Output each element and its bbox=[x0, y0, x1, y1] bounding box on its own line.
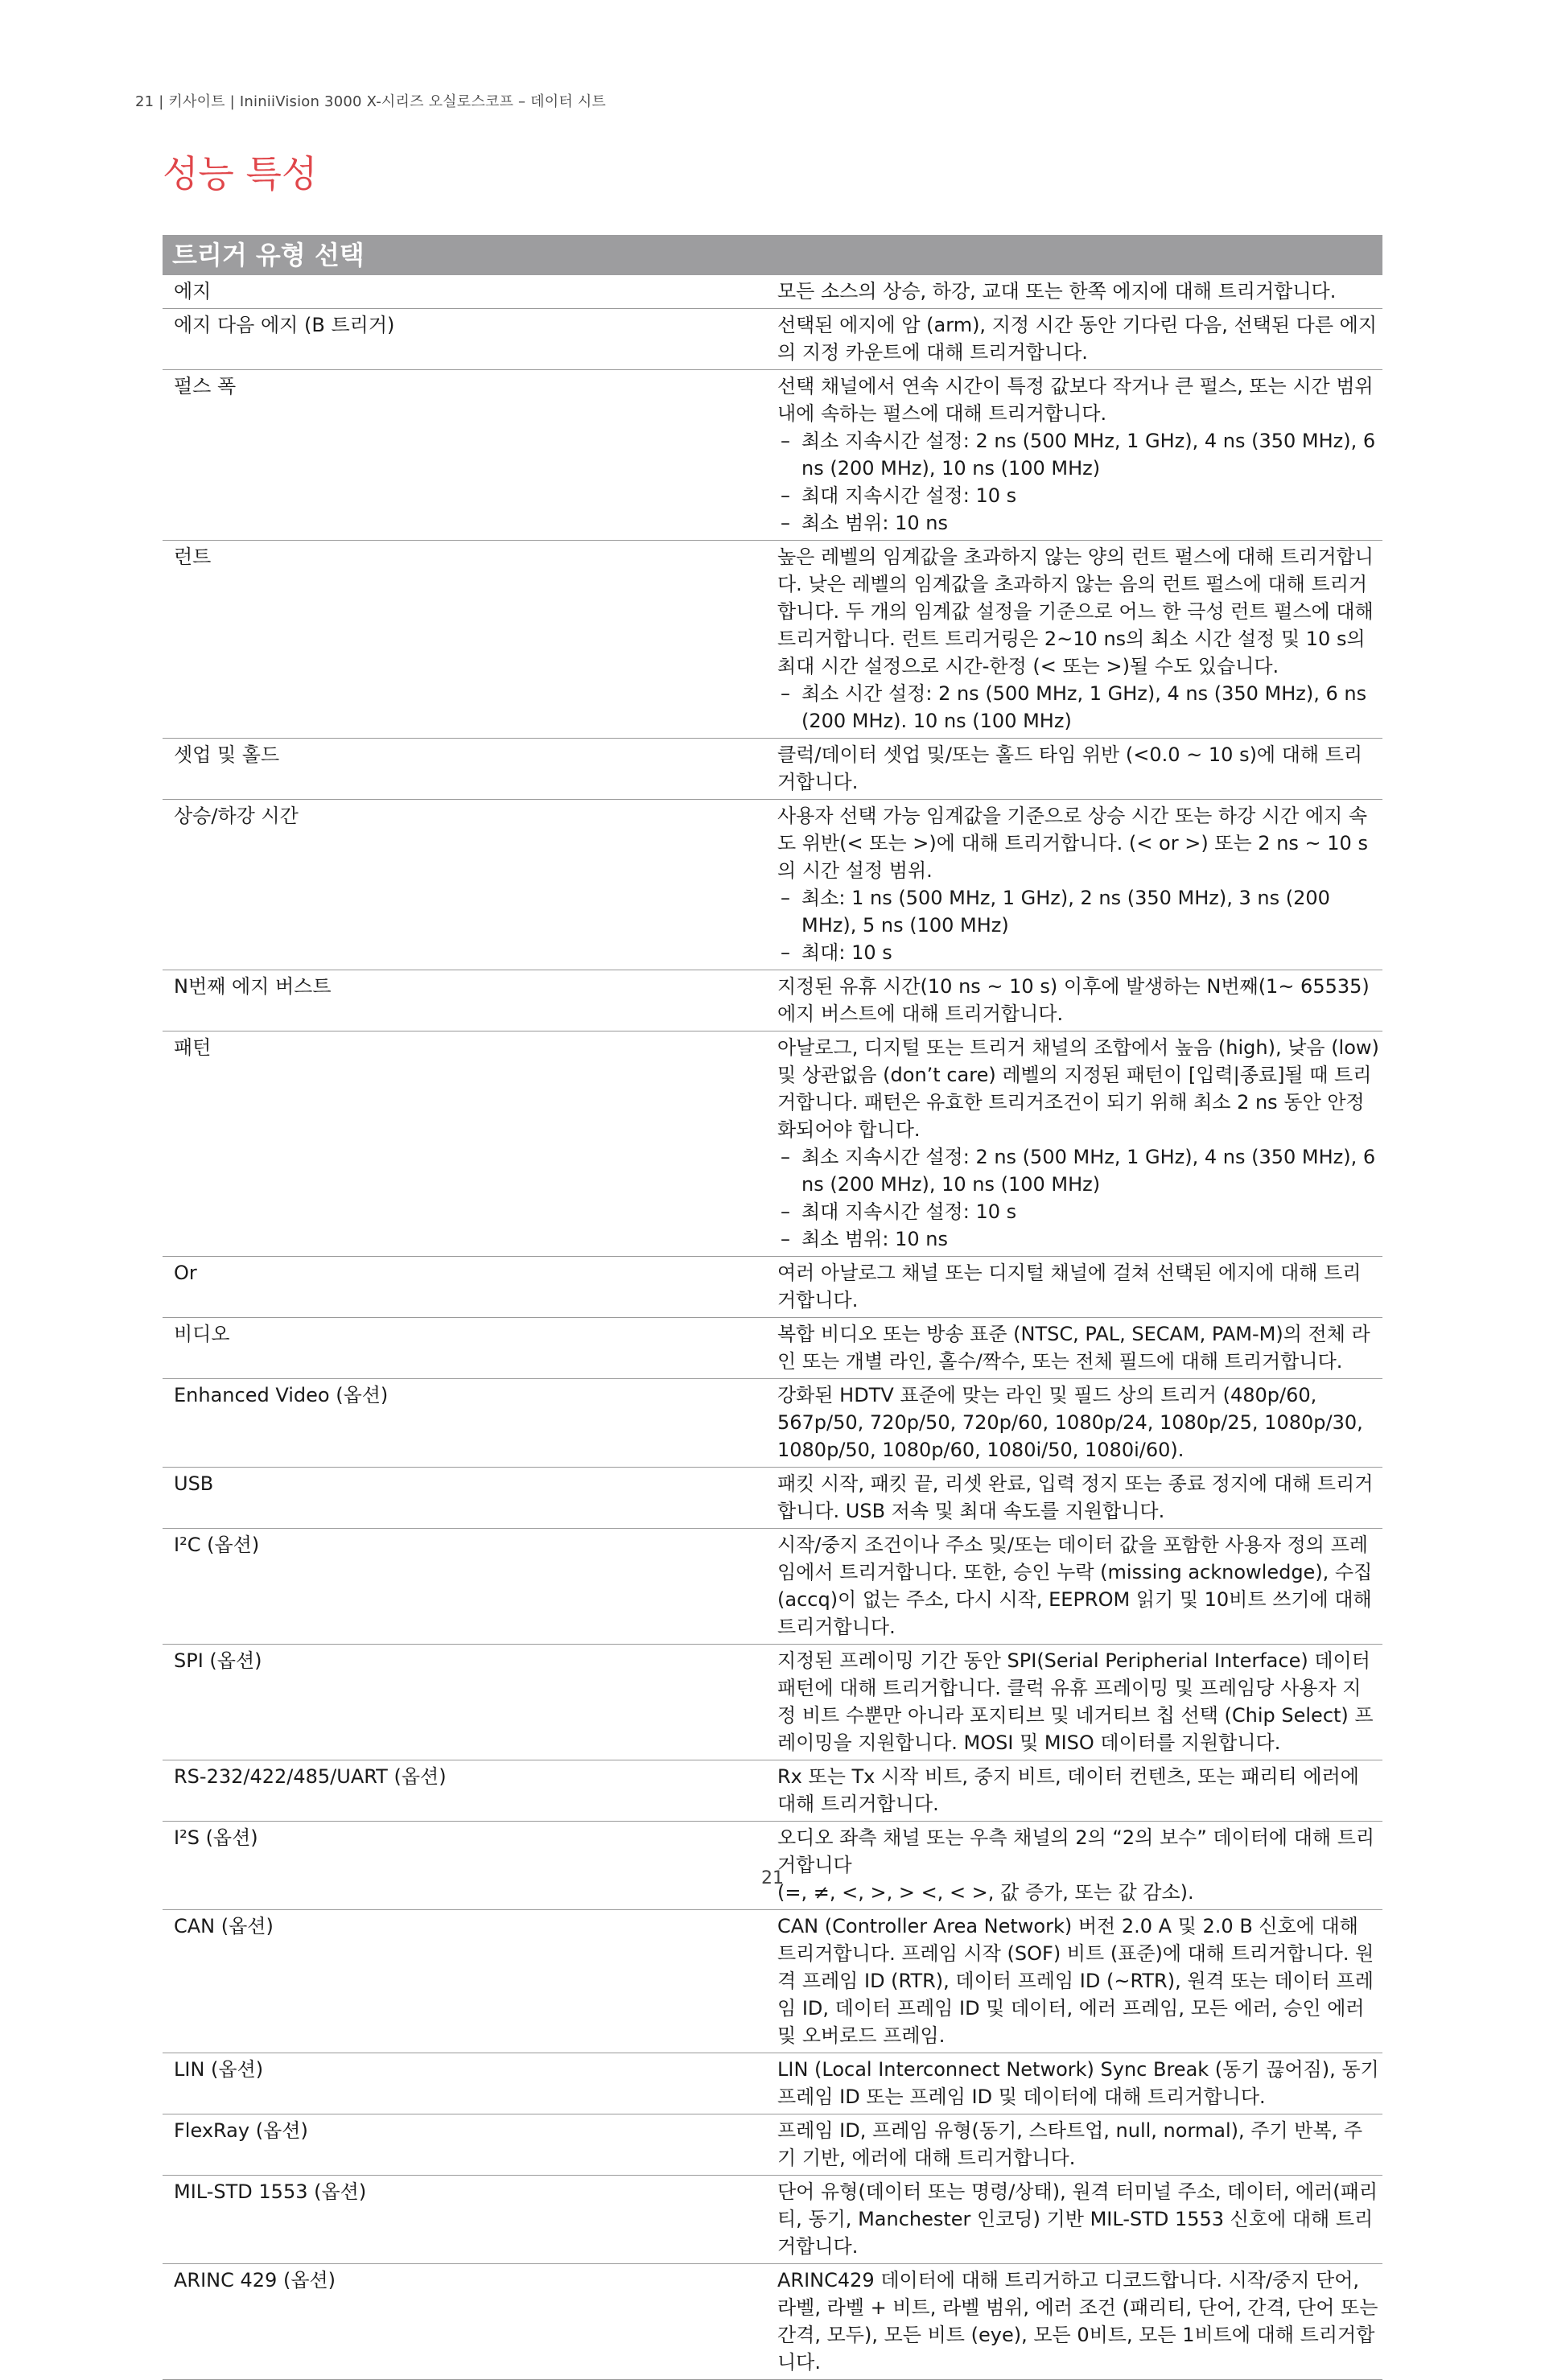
trigger-type-label: 에지 bbox=[163, 275, 772, 309]
description-text: 여러 아날로그 채널 또는 디지털 채널에 걸쳐 선택된 에지에 대해 트리거합니다. bbox=[777, 1262, 1362, 1311]
spec-bullet: – 최대 지속시간 설정: 10 s bbox=[777, 482, 1379, 509]
spec-bullet: – 최소 지속시간 설정: 2 ns (500 MHz, 1 GHz), 4 ns (350 MHz), 6 ns (200 MHz), 10 ns (100 MHz) bbox=[777, 427, 1379, 482]
trigger-type-label: CAN (옵션) bbox=[163, 1910, 772, 2053]
table-row bbox=[163, 2264, 1382, 2380]
description-text: 사용자 선택 가능 임계값을 기준으로 상승 시간 또는 하강 시간 에지 속도 위반(< 또는 >)에 대해 트리거합니다. (< or >) 또는 2 ns ~ 10 s의 시간 설정 범위. bbox=[777, 805, 1368, 882]
spec-bullet: – 최소 지속시간 설정: 2 ns (500 MHz, 1 GHz), 4 ns (350 MHz), 6 ns (200 MHz), 10 ns (100 MHz) bbox=[777, 1143, 1379, 1198]
table-row bbox=[163, 800, 1382, 970]
table-row bbox=[163, 1822, 1382, 1910]
page-title: 성능 특성 bbox=[163, 152, 318, 196]
table-row bbox=[163, 370, 1382, 541]
description-text: 선택 채널에서 연속 시간이 특정 값보다 작거나 큰 펄스, 또는 시간 범위 내에 속하는 펄스에 대해 트리거합니다. bbox=[777, 375, 1374, 425]
table-row bbox=[163, 1529, 1382, 1645]
spec-bullet-list bbox=[777, 884, 1379, 966]
table-row bbox=[163, 2114, 1382, 2176]
trigger-type-label: SPI (옵션) bbox=[163, 1645, 772, 1760]
trigger-type-description bbox=[772, 2264, 1382, 2380]
trigger-type-description bbox=[772, 1257, 1382, 1318]
trigger-type-description bbox=[772, 1318, 1382, 1379]
trigger-type-label: Or bbox=[163, 1257, 772, 1318]
spec-bullet-list bbox=[777, 680, 1379, 735]
table-row bbox=[163, 1910, 1382, 2053]
trigger-types-table bbox=[163, 235, 1382, 2380]
table-row bbox=[163, 309, 1382, 370]
spec-bullet-list bbox=[777, 427, 1379, 537]
description-text: Rx 또는 Tx 시작 비트, 중지 비트, 데이터 컨텐츠, 또는 패리티 에러에 대해 트리거합니다. bbox=[777, 1765, 1359, 1815]
description-text: 시작/중지 조건이나 주소 및/또는 데이터 값을 포함한 사용자 정의 프레임에서 트리거합니다. 또한, 승인 누락 (missing acknowledge), 수집 (accq)이 없는 주소, 다시 시작, EEPROM 읽기 및 10비트 쓰기에 대해 트리거합니다. bbox=[777, 1534, 1373, 1638]
spec-bullet: – 최대 지속시간 설정: 10 s bbox=[777, 1198, 1379, 1225]
page-number: 21 bbox=[761, 1868, 784, 1888]
description-text: 단어 유형(데이터 또는 명령/상태), 원격 터미널 주소, 데이터, 에러(패리티, 동기, Manchester 인코딩) 기반 MIL-STD 1553 신호에 대해 트리거합니다. bbox=[777, 2180, 1378, 2258]
description-text: ARINC429 데이터에 대해 트리거하고 디코드합니다. 시작/중지 단어, 라벨, 라벨 + 비트, 라벨 범위, 에러 조건 (패리티, 단어, 간격, 단어 또는 간격, 모두), 모든 비트 (eye), 모든 0비트, 모든 1비트에 대해 트리거합니다. bbox=[777, 2269, 1378, 2374]
spec-bullet-list bbox=[777, 1143, 1379, 1253]
description-text: 패킷 시작, 패킷 끝, 리셋 완료, 입력 정지 또는 종료 정지에 대해 트리거합니다. USB 저속 및 최대 속도를 지원합니다. bbox=[777, 1472, 1374, 1522]
table-row bbox=[163, 1468, 1382, 1529]
description-text: 높은 레벨의 임계값을 초과하지 않는 양의 런트 펄스에 대해 트리거합니다. 낮은 레벨의 임계값을 초과하지 않는 음의 런트 펄스에 대해 트리거합니다. 두 개의 임계값 설정을 기준으로 어느 한 극성 런트 펄스에 대해 트리거합니다. 런트 트리거링은 2~10 ns의 최소 시간 설정 및 10 s의 최대 시간 설정으로 시간-한정 (< 또는 >)될 수도 있습니다. bbox=[777, 546, 1374, 677]
table-row bbox=[163, 1379, 1382, 1468]
description-text: 아날로그, 디지털 또는 트리거 채널의 조합에서 높음 (high), 낮음 (low) 및 상관없음 (don’t care) 레벨의 지정된 패턴이 [입력|종료]될 때 트리거합니다. 패턴은 유효한 트리거조건이 되기 위해 최소 2 ns 동안 안정화되어야 합니다. bbox=[777, 1036, 1379, 1141]
trigger-type-label: 펄스 폭 bbox=[163, 370, 772, 541]
trigger-type-label: 비디오 bbox=[163, 1318, 772, 1379]
trigger-type-label: Enhanced Video (옵션) bbox=[163, 1379, 772, 1468]
trigger-type-label: 에지 다음 에지 (B 트리거) bbox=[163, 309, 772, 370]
trigger-type-label: N번째 에지 버스트 bbox=[163, 970, 772, 1031]
description-text: 지정된 유휴 시간(10 ns ~ 10 s) 이후에 발생하는 N번째(1~ 65535) 에지 버스트에 대해 트리거합니다. bbox=[777, 975, 1370, 1025]
trigger-type-label: LIN (옵션) bbox=[163, 2053, 772, 2114]
description-text: 오디오 좌측 채널 또는 우측 채널의 2의 “2의 보수” 데이터에 대해 트리거합니다 bbox=[777, 1826, 1375, 1876]
trigger-type-description bbox=[772, 1645, 1382, 1760]
trigger-type-description bbox=[772, 2114, 1382, 2176]
spec-bullet: – 최소 범위: 10 ns bbox=[777, 1225, 1379, 1253]
description-text: 지정된 프레이밍 기간 동안 SPI(Serial Peripherial Interface) 데이터 패턴에 대해 트리거합니다. 클럭 유휴 프레이밍 및 프레임당 사용자 지정 비트 수뿐만 아니라 포지티브 및 네거티브 칩 선택 (Chip Select) 프레이밍을 지원합니다. MOSI 및 MISO 데이터를 지원합니다. bbox=[777, 1649, 1374, 1754]
table-row bbox=[163, 275, 1382, 309]
section-title: 트리거 유형 선택 bbox=[163, 235, 1382, 275]
running-header: 21 | 키사이트 | IniniiVision 3000 X-시리즈 오실로스코프 – 데이터 시트 bbox=[135, 93, 607, 110]
trigger-type-description bbox=[772, 2053, 1382, 2114]
description-text: 복합 비디오 또는 방송 표준 (NTSC, PAL, SECAM, PAM-M)의 전체 라인 또는 개별 라인, 홀수/짝수, 또는 전체 필드에 대해 트리거합니다. bbox=[777, 1323, 1370, 1373]
trigger-type-label: I²S (옵션) bbox=[163, 1822, 772, 1910]
description-text: 프레임 ID, 프레임 유형(동기, 스타트업, null, normal), 주기 반복, 주기 기반, 에러에 대해 트리거합니다. bbox=[777, 2119, 1363, 2169]
spec-bullet: – 최소 범위: 10 ns bbox=[777, 509, 1379, 537]
trigger-type-description bbox=[772, 309, 1382, 370]
description-text: CAN (Controller Area Network) 버전 2.0 A 및 2.0 B 신호에 대해 트리거합니다. 프레임 시작 (SOF) 비트 (표준)에 대해 트리거합니다. 원격 프레임 ID (RTR), 데이터 프레임 ID (~RTR), 원격 또는 데이터 프레임 ID, 데이터 프레임 ID 및 데이터, 에러 프레임, 모든 에러, 승인 에러 및 오버로드 프레임. bbox=[777, 1915, 1374, 2047]
trigger-type-label: MIL-STD 1553 (옵션) bbox=[163, 2176, 772, 2264]
trigger-type-description bbox=[772, 739, 1382, 800]
trigger-type-description bbox=[772, 1529, 1382, 1645]
description-text: 강화된 HDTV 표준에 맞는 라인 및 필드 상의 트리거 (480p/60, 567p/50, 720p/50, 720p/60, 1080p/24, 1080p/25, 1080p/30, 1080p/50, 1080p/60, 1080i/50, 1080i/60). bbox=[777, 1384, 1363, 1461]
table-row bbox=[163, 1645, 1382, 1760]
table-section-header bbox=[163, 235, 1382, 275]
spec-bullet: – 최소: 1 ns (500 MHz, 1 GHz), 2 ns (350 MHz), 3 ns (200 MHz), 5 ns (100 MHz) bbox=[777, 884, 1379, 939]
trigger-type-description bbox=[772, 370, 1382, 541]
trigger-type-description bbox=[772, 970, 1382, 1031]
table-row bbox=[163, 2176, 1382, 2264]
description-text: 모든 소스의 상승, 하강, 교대 또는 한쪽 에지에 대해 트리거합니다. bbox=[777, 280, 1337, 303]
trigger-type-description bbox=[772, 1379, 1382, 1468]
trigger-type-description bbox=[772, 1031, 1382, 1257]
description-text: 클럭/데이터 셋업 및/또는 홀드 타임 위반 (<0.0 ~ 10 s)에 대해 트리거합니다. bbox=[777, 743, 1363, 793]
table-row bbox=[163, 1760, 1382, 1822]
trigger-type-description bbox=[772, 2176, 1382, 2264]
trigger-type-description bbox=[772, 1910, 1382, 2053]
trigger-type-label: ARINC 429 (옵션) bbox=[163, 2264, 772, 2380]
trigger-type-description bbox=[772, 800, 1382, 970]
trigger-type-label: FlexRay (옵션) bbox=[163, 2114, 772, 2176]
table-row bbox=[163, 1318, 1382, 1379]
trigger-type-description bbox=[772, 1468, 1382, 1529]
trigger-type-description bbox=[772, 275, 1382, 309]
description-text: 선택된 에지에 암 (arm), 지정 시간 동안 기다린 다음, 선택된 다른 에지의 지정 카운트에 대해 트리거합니다. bbox=[777, 314, 1378, 364]
trigger-type-label: 셋업 및 홀드 bbox=[163, 739, 772, 800]
trigger-type-label: 패턴 bbox=[163, 1031, 772, 1257]
trigger-type-description bbox=[772, 541, 1382, 739]
table-row bbox=[163, 739, 1382, 800]
trigger-type-description bbox=[772, 1822, 1382, 1910]
trigger-type-label: I²C (옵션) bbox=[163, 1529, 772, 1645]
table-row bbox=[163, 541, 1382, 739]
trigger-type-label: 런트 bbox=[163, 541, 772, 739]
table-row bbox=[163, 2053, 1382, 2114]
table-row bbox=[163, 970, 1382, 1031]
trigger-type-description bbox=[772, 1760, 1382, 1822]
spec-bullet: – 최소 시간 설정: 2 ns (500 MHz, 1 GHz), 4 ns (350 MHz), 6 ns (200 MHz). 10 ns (100 MHz) bbox=[777, 680, 1379, 735]
trigger-type-label: RS-232/422/485/UART (옵션) bbox=[163, 1760, 772, 1822]
description-text: LIN (Local Interconnect Network) Sync Break (동기 끊어짐), 동기 프레임 ID 또는 프레임 ID 및 데이터에 대해 트리거합니다. bbox=[777, 2058, 1379, 2108]
trigger-type-label: 상승/하강 시간 bbox=[163, 800, 772, 970]
description-text: (=, ≠, <, >, > <, < >, 값 증가, 또는 값 감소). bbox=[777, 1881, 1194, 1904]
table-row bbox=[163, 1257, 1382, 1318]
trigger-type-label: USB bbox=[163, 1468, 772, 1529]
spec-bullet: – 최대: 10 s bbox=[777, 939, 1379, 966]
table-row bbox=[163, 1031, 1382, 1257]
